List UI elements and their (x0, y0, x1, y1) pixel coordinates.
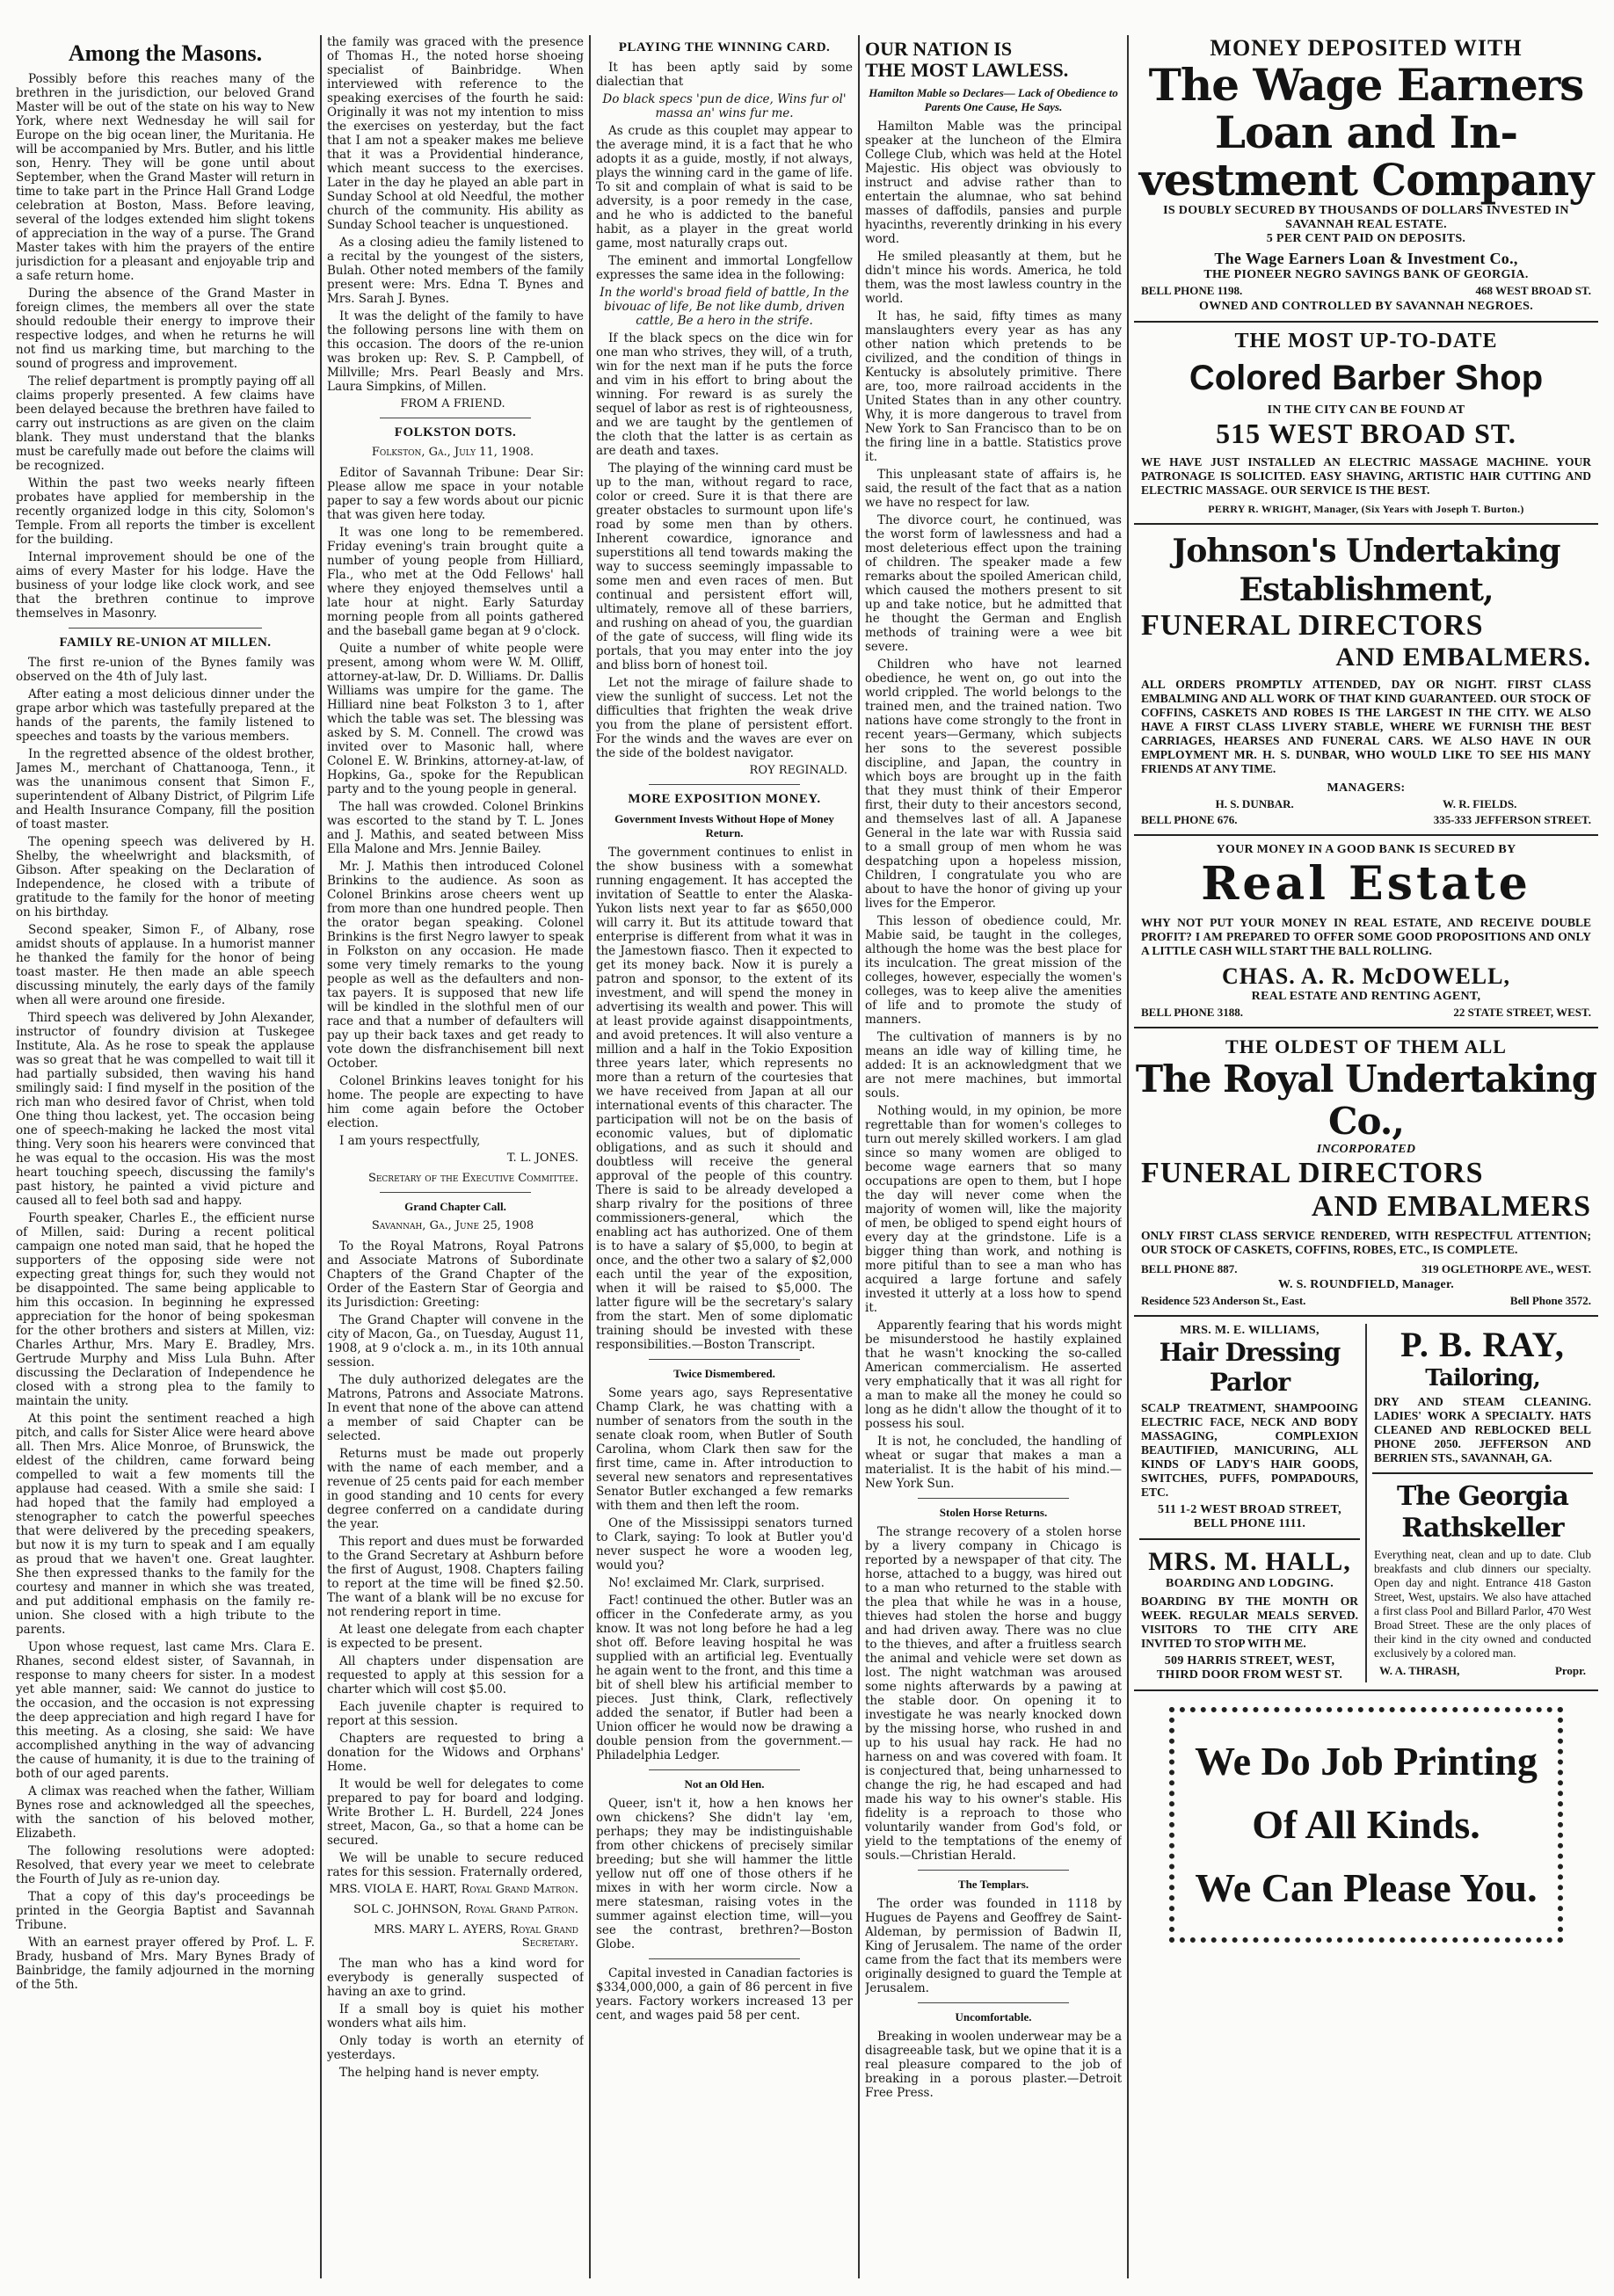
ad-divider (1372, 1472, 1593, 1474)
column-rule (320, 35, 322, 2278)
article-title-folkston: FOLKSTON DOTS. (394, 425, 517, 440)
paragraph: Within the past two weeks nearly fifteen probates have applied for membership in the recently organized lodge in this city, Solomon's Temple. From all reports the timber is excellent for the building. (16, 476, 315, 547)
article-title-family-reunion: FAMILY RE-UNION AT MILLEN. (59, 636, 272, 650)
article-title-winning-card: PLAYING THE WINNING CARD. (618, 40, 831, 54)
paragraph: Fact! continued the other. Butler was an officer in the Confederate army, as you know. It was not long before he had a leg shot off. Before leaving hospital he was supplied with an artificial leg. Eventually he again went to the front, and this time a bit of shell blew his artificial member to pieces. Just think, Clark, reflectively added the senator, if Butler had been a Union officer he would now be drawing a double pension from the government.—Philadelphia Ledger. (596, 1594, 853, 1762)
paragraph: As crude as this couplet may appear to the average mind, it is a fact that he who adopts it as a guide, mostly, if not always, plays the winning card in the game of life. To sit and complain of what is said to be adversity, is a poor remedy in the case, and he who is addicted to the baneful habit, as a player in the great world game, most naturally craps out. (596, 124, 853, 251)
paragraph: This unpleasant state of affairs is, he said, the result of the fact that as a nation we have no respect for law. (865, 468, 1122, 510)
paragraph: It has, he said, fifty times as many manslaughters every year as has any other nation which pretends to be civilized, and the condition of things in Kentucky is absolutely primitive. There are, too, more railroad accidents in the United States than in any other country. Why, it is more dangerous to travel from New York to San Francisco than to be on the firing line in a battle. Statistics prove it. (865, 309, 1122, 464)
ad-line: FUNERAL DIRECTORS (1141, 609, 1484, 642)
paragraph: Second speaker, Simon F., of Albany, rose amidst shouts of applause. In a humorist manner he thanked the family for the honor of being toast master. He then made an able speech discussing minutely, the early days of the family when all were around one fireside. (16, 923, 315, 1007)
paragraph: The helping hand is never empty. (339, 2066, 540, 2080)
article-subtitle: Hamilton Mable so Declares— Lack of Obedience to Parents One Cause, He Says. (869, 86, 1118, 113)
ad-owner: CHAS. A. R. McDOWELL, (1222, 963, 1510, 989)
ad-line: INCORPORATED (1316, 1143, 1416, 1156)
paragraph: A climax was reached when the father, William Bynes rose and acknowledged all the speeches, with the sanction of his beloved mother, Elizabeth. (16, 1784, 315, 1841)
ad-company-name: Rathskeller (1401, 1513, 1564, 1544)
ad-line: AND EMBALMERS (1311, 1190, 1591, 1223)
small-ads-row (1134, 1324, 1598, 1682)
paragraph: The order was founded in 1118 by Hugues de Payens and Geoffrey de Saint-Aldeman, by permission of Badwin II, King of Jerusalem. The name of the order came from the fact that its members were originally designed to guard the Temple at Jerusalem. (865, 1897, 1122, 1995)
paragraph: Colonel Brinkins leaves tonight for his home. The people are expecting to have him come again before the October election. (327, 1074, 584, 1130)
signature: FROM A FRIEND. (400, 397, 505, 411)
signature: MRS. VIOLA E. HART, Royal Grand Matron. (329, 1883, 578, 1896)
small-ads-right (1367, 1324, 1598, 1682)
ad-line: IS DOUBLY SECURED BY THOUSANDS OF DOLLARS INVESTED IN (1163, 204, 1569, 217)
paragraph: Breaking in woolen underwear may be a disagreeable task, but we opine that it is a real pleasure compared to the job of breaking in a porous plaster.—Detroit Free Press. (865, 2030, 1122, 2100)
paragraph: This report and dues must be forwarded to the Grand Secretary at Ashburn before the first of August, 1908. Chapters failing to report at the time will be fined $2.50. The want of a blank will be no excuse for not rendering report in time. (327, 1535, 584, 1619)
paragraph: I am yours respectfully, (339, 1134, 481, 1148)
ad-heading: YOUR MONEY IN A GOOD BANK IS SECURED BY (1216, 843, 1516, 856)
paragraph: At this point the sentiment reached a high pitch, and calls for Sister Alice were heard above all. Then Mrs. Alice Monroe, of Brunswick, the eldest of the children, came forward being compelled to wait a few moments till the applause had ceased. With a smile she said: I had hoped that the family had employed a stenographer to catch the powerful speeches that were delivered by the preceding speakers, but now it is my turn to speak and I am equally as proud that we haven't one. Great laughter. She then expressed thanks to the family for the courtesy and manner in which she was treated, and put additional emphasis on the family re-union. She closed with a high tribute to the parents. (16, 1412, 315, 1637)
ad-body: WHY NOT PUT YOUR MONEY IN REAL ESTATE, AND RECEIVE DOUBLE PROFIT? I AM PREPARED TO OFFER SOME GOOD PROPOSITIONS AND ONLY A LITTLE CASH WILL START THE BALL ROLLING. (1141, 916, 1591, 957)
signature: SOL C. JOHNSON, Royal Grand Patron. (353, 1903, 578, 1916)
column-1 (16, 35, 315, 2278)
ad-divider (1134, 523, 1598, 525)
ad-divider (1134, 834, 1598, 836)
ad-contact-row (1141, 1262, 1591, 1276)
dateline: Folkston, Ga., July 11, 1908. (371, 446, 534, 459)
paragraph: Children who have not learned obedience, he went on, go out into the world crippled. The world belongs to the trained men, and the trained nation. Two nations have come strongly to the front in recent years—Germany, which subjects her sons to the severest possible discipline, and Japan, the country in which boys are brought up in the faith that they must think of their Emperor first, their duty to their ancestors second, and themselves last of all. A Japanese General in the late war with Russia said to a small group of men whom he was despatching upon a hopeless mission, Children, I congratulate you who are about to have the honor of giving up your lives for the Emperor. (865, 658, 1122, 911)
ad-body: SCALP TREATMENT, SHAMPOOING ELECTRIC FACE, NECK AND BODY MASSAGING, COMPLEXION BEAUTIFIED, MANICURING, ALL KINDS OF LADY'S HAIR GOODS, SWITCHES, PUFFS, POMPADOURS, ETC. (1141, 1401, 1358, 1499)
paragraph: the family was graced with the presence of Thomas H., the noted horse shoeing specialist of Bainbridge. When interviewed with reference to the speaking exercises of the fourth he said: Originally it was not my intention to miss the exercises on yesterday, but the fact that I am not a speaker makes me believe that it was a Providential hinderance, which meant success to the exercises. Later in the day he played an able part in Sunday School at old Needful, the mother church of the community. His ability as Sunday School teacher is unquestioned. (327, 35, 584, 232)
ad-line: The Wage Earners Loan & Investment Co., (1214, 250, 1518, 267)
paragraph: Internal improvement should be one of the aims of every Master for his lodge. Have the business of your lodge like clock work, and see that the brethren continue to improve themselves in Masonry. (16, 550, 315, 621)
ad-divider (1134, 1027, 1598, 1028)
ad-company-name: The Wage Earners Loan and In- (1148, 59, 1584, 158)
paragraph: The following resolutions were adopted: Resolved, that every year we meet to celebrate the Fourth of July as re-union day. (16, 1844, 315, 1886)
headline-line: OUR NATION IS (865, 38, 1013, 60)
small-ads-left (1134, 1324, 1367, 1682)
paragraph: It was one long to be remembered. Friday evening's train brought quite a number of young people from Hilliard, Fla., who met at the Odd Fellows' hall where they enjoyed themselves until a late hour at night. Early Saturday morning people from all points gathered and the baseball game began at 9 o'clock. (327, 526, 584, 638)
divider (649, 784, 800, 785)
paragraph: During the absence of the Grand Master in foreign climes, the members all over the state should redouble their energy to improve their respective lodges, and when he returns he will not find us marking time, but marching to the sound of progress and improvement. (16, 287, 315, 371)
paragraph: The strange recovery of a stolen horse by a livery company in Chicago is reported by a newspaper of that city. The horse, attached to a buggy, was hired out to a man who returned to the stable with the plea that while he was in a house, thieves had stolen the horse and buggy and had driven away. There was no clue to the thieves, and after a fruitless search the animal and vehicle were set down as lost. The night watchman was aroused some nights afterwards by a pawing at the stable door. On opening it to investigate he was nearly knocked down by the missing horse, who rushed in and up to his usual hay rack. He had no harness on and was covered with foam. It is conjectured that, being unharnessed to change the rig, he had escaped and had made his way to his owner's stable. His fidelity is a reproach to those who voluntarily wander from God's fold, or yield to the temptations of the enemy of souls.—Christian Herald. (865, 1525, 1122, 1863)
ad-company-name: vestment Company (1138, 154, 1594, 206)
paragraph: Returns must be made out properly with the name of each member, and a revenue of 25 cents paid for each member in good standing and 10 cents for every degree conferred on a candidate during the year. (327, 1447, 584, 1531)
ad-contact-row (1141, 813, 1591, 827)
article-subtitle: Government Invests Without Hope of Money Return. (614, 812, 834, 839)
ad-phone: BELL PHONE 887. (1141, 1262, 1238, 1275)
paragraph: Nothing would, in my opinion, be more regrettable than for women's colleges to turn out merely skilled workers. I am glad since so many women are obliged to become wage earners that so many occupations are open to them, but I hope the day will never come when the majority of women will, like the majority of men, be obliged to spend eight hours of every day at the grindstone. Life is a bigger thing than work, and nothing is more pitiful than to see a man who has acquired a large fortune and safely invested it utterly at a loss how to spend it. (865, 1104, 1122, 1315)
paragraph: Capital invested in Canadian factories is $334,000,000, a gain of 86 percent in five years. Factory workers increased 13 per cent, and wages paid 58 per cent. (596, 1966, 853, 2023)
ad-line: We Can Please You. (1195, 1865, 1538, 1910)
divider (649, 1359, 800, 1360)
divider (649, 1769, 800, 1770)
ad-line: SAVANNAH REAL ESTATE. (1285, 218, 1447, 231)
paragraph: Only today is worth an eternity of yesterdays. (327, 2034, 584, 2062)
ad-address: 468 WEST BROAD ST. (1475, 284, 1591, 297)
ad-address: 515 WEST BROAD ST. (1216, 418, 1516, 449)
article-title-templars: The Templars. (957, 1878, 1029, 1891)
ad-company-name: MRS. M. HALL, (1148, 1547, 1351, 1576)
paragraph: Each juvenile chapter is required to report at this session. (327, 1700, 584, 1728)
divider (649, 1958, 800, 1959)
ad-line: Of All Kinds. (1252, 1802, 1480, 1847)
ad-body: Everything neat, clean and up to date. Club breakfasts and club dinners our specialty. Open day and night. Entrance 418 Gaston Street, West, upstairs. We also have attached a first class Pool and Billard Parlor, 470 West Broad Street. These are the only places of their kind in the city owned and conducted exclusively by a colored man. (1374, 1548, 1591, 1660)
ad-royal-undertaking (1134, 1035, 1598, 1308)
paragraph: As a closing adieu the family listened to a recital by the youngest of the sisters, Bulah. Other noted members of the family present were: Mrs. Edna T. Bynes and Mrs. Sarah J. Bynes. (327, 236, 584, 306)
ad-manager: W. R. FIELDS. (1443, 797, 1517, 810)
paragraph: The duly authorized delegates are the Matrons, Patrons and Associate Matrons. In event that none of the above can attend a member of said Chapter can be selected. (327, 1373, 584, 1443)
ad-body: BOARDING BY THE MONTH OR WEEK. REGULAR MEALS SERVED. VISITORS TO THE CITY ARE INVITED TO STOP WITH ME. (1141, 1595, 1358, 1650)
article-title-exposition: MORE EXPOSITION MONEY. (628, 792, 821, 806)
ad-wage-earners (1134, 35, 1598, 314)
verse: Do black specs 'pun de dice, Wins fur ol' massa an' wins fur me. (602, 92, 847, 120)
paragraph: The Grand Chapter will convene in the city of Macon, Ga., on Tuesday, August 11, 1908, at 9 o'clock a. m., in its 10th annual session. (327, 1313, 584, 1370)
ad-body: ALL ORDERS PROMPTLY ATTENDED, DAY OR NIGHT. FIRST CLASS EMBALMING AND ALL WORK OF THAT KIND GUARANTEED. OUR STOCK OF COFFINS, CASKETS AND ROBES IS THE LARGEST IN THE CITY. WE ALSO HAVE A FIRST CLASS LIVERY STABLE, WHERE WE FURNISH THE BEST CARRIAGES, HEARSES AND FUNERAL CARS. WE ALSO HAVE IN OUR EMPLOYMENT MR. H. S. DUNBAR, WHO WOULD LIKE TO SEE HIS MANY FRIENDS AT ANY TIME. (1141, 678, 1591, 775)
paragraph: It would be well for delegates to come prepared to pay for board and lodging. Write Brother L. H. Burdell, 224 Jones street, Macon, Ga., so that a home can be secured. (327, 1777, 584, 1848)
paragraph: Possibly before this reaches many of the brethren in the jurisdiction, our beloved Grand Master will be out of the state on his way to New York, where next Wednesday he will sail for Europe on the big ocean liner, the Muritania. He will be accompanied by Mrs. Butler, and his little son, Henry. They will be gone until about September, when the Grand Master will return in time to take part in the Prince Hall Grand Lodge celebration at Boston, Mass. Before leaving, several of the lodges extended him slight tokens of appreciation in the way of a purse. The Grand Master takes with him the prayers of the entire jurisdiction for a pleasant and enjoyable trip and a safe return home. (16, 72, 315, 283)
divider (918, 1870, 1069, 1871)
column-rule (858, 35, 860, 2278)
ad-line: BOARDING AND LODGING. (1165, 1577, 1334, 1590)
ad-contact-row (1141, 1006, 1591, 1020)
column-3 (596, 35, 853, 2278)
ad-phone: BELL PHONE 1198. (1141, 284, 1243, 297)
paragraph: At least one delegate from each chapter is expected to be present. (327, 1623, 584, 1651)
ad-company-name: Colored Barber Shop (1189, 359, 1544, 397)
paragraph: Apparently fearing that his words might be misunderstood he hastily explained that he wasn't knocking the so-called American commercialism. He asserted very emphatically that it was all right for a man to make all the money he could so long as he didn't allow the thought of it to possess his soul. (865, 1319, 1122, 1431)
column-4 (865, 35, 1122, 2278)
ads-column (1134, 35, 1598, 2278)
paragraph: In the regretted absence of the oldest brother, James M., merchant of Chattanooga, Tenn., it was the unanimous consent that Simon F., superintendent of Albany District, of Pilgrim Life and Health Insurance Company, fill the position of toast master. (16, 747, 315, 832)
ad-company-name: Hair Dressing Parlor (1159, 1338, 1341, 1397)
ad-address: 511 1-2 WEST BROAD STREET, (1158, 1503, 1341, 1516)
ad-company-name: Johnson's Undertaking Establishment, (1172, 533, 1560, 608)
ad-line: Tailoring, (1425, 1365, 1540, 1391)
paragraph: The first re-union of the Bynes family was observed on the 4th of July last. (16, 656, 315, 684)
paragraph: Third speech was delivered by John Alexander, instructor of foundry division at Tuskegee Institute, Ala. As he rose to speak the applause was so great that he was compelled to wait till it had partially subsided, then waving his hand smilingly said: I find myself in the position of the rich man who desired favor of Christ, when told One thing thou lackest, yet. The occasion being one of speech-making he lacked the most vital thing. Very soon his hearers were convinced that he was equal to the occasion. His was the most heart touching speech, discussing the family's past history, he painted a vivid picture and caused all to feel both sad and happy. (16, 1011, 315, 1208)
ad-body: WE HAVE JUST INSTALLED AN ELECTRIC MASSAGE MACHINE. YOUR PATRONAGE IS SOLICITED. EASY SHAVING, ARTISTIC HAIR CUTTING AND ELECTRIC MASSAGE. OUR SERVICE IS THE BEST. (1141, 455, 1591, 497)
paragraph: The hall was crowded. Colonel Brinkins was escorted to the stand by T. L. Jones and J. Mathis, and seated between Miss Ella Malone and Mrs. Jennie Bailey. (327, 800, 584, 856)
ad-company-name: The Georgia (1396, 1481, 1568, 1512)
paragraph: The divorce court, he continued, was the worst form of lawlessness and had a most deleterious effect upon the training of children. The speaker made a few remarks about the spoiled American child, which caused the mothers present to sit up and take notice, but he admitted that he thought the German and English methods of training were a wee bit severe. (865, 513, 1122, 654)
verse: In the world's broad field of battle, In the bivouac of life, Be not like dumb, driven cattle, Be a hero in the strife. (600, 286, 849, 328)
paragraph: Editor of Savannah Tribune: Dear Sir: Please allow me space in your notable paper to say a few words about our picnic that was given here today. (327, 466, 584, 522)
column-rule (1127, 35, 1129, 2278)
ad-address: 335-333 JEFFERSON STREET. (1433, 813, 1591, 826)
ad-boarding (1139, 1547, 1360, 1682)
ad-line: THE PIONEER NEGRO SAVINGS BANK OF GEORGIA. (1203, 268, 1529, 281)
article-title-dismembered: Twice Dismembered. (673, 1367, 775, 1380)
ad-divider (1134, 321, 1598, 323)
ad-phone: Bell Phone 3572. (1509, 1294, 1591, 1307)
ad-line: THIRD DOOR FROM WEST ST. (1156, 1668, 1343, 1682)
ad-manager: H. S. DUNBAR. (1215, 797, 1294, 810)
ad-phone: BELL PHONE 676. (1141, 813, 1238, 826)
paragraph: Chapters are requested to bring a donation for the Widows and Orphans' Home. (327, 1732, 584, 1774)
paragraph: Hamilton Mable was the principal speaker at the luncheon of the Elmira College Club, which was held at the Hotel Majestic. His object was obviously to instruct and advise rather than to entertain the alumnae, who sat behind masses of daffodils, pansies and purple hyacinths, reverently drinking in his every word. (865, 120, 1122, 246)
ad-company-name: P. B. RAY, (1400, 1325, 1565, 1364)
ad-line: OWNED AND CONTROLLED BY SAVANNAH NEGROES. (1199, 300, 1533, 313)
ad-job-printing (1169, 1707, 1563, 1943)
article-title-lawless (865, 39, 1122, 81)
ad-line: IN THE CITY CAN BE FOUND AT (1267, 403, 1465, 417)
ad-line: REAL ESTATE AND RENTING AGENT, (1251, 990, 1481, 1003)
ad-contact-row (1141, 1294, 1591, 1308)
paragraph: Fourth speaker, Charles E., the efficient nurse of Millen, said: During a recent political campaign one noted man said, that he hoped the supporters of the opposing side were not expecting great things for, such they would not be disappointed. The same being applicable to him this occasion. In beginning he expressed appreciation for the honor of being spokesman for the other brothers and sisters at Millen, viz: Charles Arthur, Mrs. Mary E. Bradley, Mrs. Gertrude Murphy and Miss Lula Buhn. After discussing the Declaration of Independence he closed with a strong plea to the family to maintain the unity. (16, 1211, 315, 1408)
ad-hair-dressing (1139, 1324, 1360, 1531)
ad-divider (1139, 1538, 1360, 1540)
ad-line: MANAGERS: (1327, 781, 1406, 795)
paragraph: If a small boy is quiet his mother wonders what ails him. (327, 2002, 584, 2031)
signature: ROY REGINALD. (749, 764, 847, 777)
signature: T. L. JONES. (506, 1152, 578, 1165)
paragraph: The government continues to enlist in the show business with a somewhat running engagement. It has accepted the invitation of Seattle to enter the Alaska-Yukon lists next year to far as $650,000 will carry it. But its attitude toward that enterprise is different from what it was in the Jamestown fiasco. Then it expected to get its money back. Now it is purely a patron and sponsor, to the extent of its investment, and will spend the money in advertising its wealth and power. This will at least provide against disappointments, and avoid pretences. It will also venture a million and a half in the Tokio Exposition three years later, which represents no more than a return of the courtesies that we have received from Japan at all our international events of this character. The participation will not be on the basis of economic values, but of diplomatic obligations, and as such it should and doubtless will receive the general approval of the people of this country. There is said to be already developed a sharp rivalry for the positions of three commissioners-general, which the enabling act has authorized. One of them is to have a salary of $5,000, to begin at once, and the other two a salary of $2,000 each until the year of the exposition, when it will be raised to $5,000. The latter figure will be the secretary's salary from the start. Men of some diplomatic training should be invested with these responsibilities.—Boston Transcript. (596, 846, 853, 1352)
ad-address: 509 HARRIS STREET, WEST, (1164, 1654, 1335, 1668)
ad-barber-shop (1134, 330, 1598, 516)
divider (380, 1192, 531, 1193)
paragraph: This lesson of obedience could, Mr. Mabie said, be taught in the colleges, although the home was the best place for its inculcation. The great mission of the colleges, however, especially the women's colleges, was to keep alive the amenities of life and to promote the study of manners. (865, 914, 1122, 1027)
paragraph: Let not the mirage of failure shade to view the sunlight of success. Let not the difficulties that frighten the weak drive you from the plane of persistent effort. For the winds and the waves are ever on the side of the boldest navigator. (596, 676, 853, 760)
ad-managers-row (1141, 797, 1591, 811)
divider (918, 1498, 1069, 1499)
paragraph: The relief department is promptly paying off all claims properly presented. A few claims have been delayed because the brethren have failed to carry out instructions as are given on the claim blank. They must understand that the blanks must be carefully made out before the claims will be recognized. (16, 374, 315, 473)
newspaper-page (16, 35, 1598, 2278)
paragraph: All chapters under dispensation are requested to apply at this session for a charter which will cost $5.00. (327, 1654, 584, 1697)
ad-address: 319 OGLETHORPE AVE., WEST. (1421, 1262, 1591, 1275)
ad-line: FUNERAL DIRECTORS (1141, 1157, 1484, 1189)
paragraph: The man who has a kind word for everybody is generally suspected of having an axe to grind. (327, 1957, 584, 1999)
paragraph: If the black specs on the dice win for one man who strives, they will, of a truth, win for the next man if he puts the force and vim in his effort to bring about the winning. For reward is as surely the sequel of labor as rest is of righteousness, and we are taught by the gentlemen of the cloth that the latter is as certain as are death and taxes. (596, 331, 853, 458)
ad-rathskeller (1372, 1481, 1593, 1678)
signature: MRS. MARY L. AYERS, Royal Grand Secretary. (374, 1923, 578, 1950)
ad-body: ONLY FIRST CLASS SERVICE RENDERED, WITH RESPECTFUL ATTENTION; OUR STOCK OF CASKETS, COFFINS, ROBES, ETC., IS COMPLETE. (1141, 1229, 1591, 1256)
article-title-uncomfortable: Uncomfortable. (955, 2010, 1032, 2024)
ad-heading: MONEY DEPOSITED WITH (1210, 35, 1523, 61)
paragraph: The playing of the winning card must be up to the man, without regard to race, color or creed. Sure it is that there are greater obstacles to surmount upon life's road by some men than by others. Inherent cowardice, ignorance and superstitions all tend towards making the way to success seemingly impassable to some men and even races of men. But continual and persistent effort will, ultimately, remove all of these barriers, and rushing on ahead of you, the guardian of the gate of success, will fling wide its portals, that you may enter into the joy and bliss born of honest toil. (596, 461, 853, 672)
paragraph: After eating a most delicious dinner under the grape arbor which was tastefully prepared at the hands of the parents, the family listened to speeches and toasts by the various members. (16, 687, 315, 744)
ad-owner: MRS. M. E. WILLIAMS, (1180, 1324, 1320, 1337)
paragraph: The opening speech was delivered by H. Shelby, the wheelwright and blacksmith, of Gibson. After speaking on the Declaration of Independence, he closed with a tribute of gratitude to the family for the honor of meeting on his birthday. (16, 835, 315, 919)
ad-line: Propr. (1554, 1664, 1586, 1677)
paragraph: Mr. J. Mathis then introduced Colonel Brinkins to the audience. As soon as Colonel Brinkins arose cheers went up from more than one hundred people. Then the orator began speaking. Colonel Brinkins is the first Negro lawyer to speak in Folkston on any occasion. He made some very timely remarks to the young people as well as the defaulters and non-tax payers. It is supposed that new life will be kindled in the slothful men of our race and that a number of defaulters will pay up their back taxes and get ready to vote down the disfranchisement bill next October. (327, 860, 584, 1071)
ad-heading: THE MOST UP-TO-DATE (1234, 330, 1498, 352)
paragraph: We will be unable to secure reduced rates for this session. Fraternally ordered, (327, 1851, 584, 1879)
ad-company-name: The Royal Undertaking Co., (1135, 1057, 1597, 1143)
ad-proprietor-row (1379, 1664, 1586, 1678)
paragraph: It was the delight of the family to have the following persons line with them on this occasion. The doors of the re-union was broken up: Rev. S. P. Campbell, of Millville; Mrs. Pearl Beasly and Mrs. Laura Simpkins, of Millen. (327, 309, 584, 394)
paragraph: It is not, he concluded, the handling of wheat or sugar that makes a man a materialist. It is the habit of his mind.—New York Sun. (865, 1435, 1122, 1491)
article-title-grand-chapter: Grand Chapter Call. (404, 1200, 506, 1213)
paragraph: With an earnest prayer offered by Prof. L. F. Brady, husband of Mrs. Mary Bynes Brady of Bainbridge, the family adjourned in the morning of the 5th. (16, 1936, 315, 1992)
ad-contact-row (1141, 284, 1591, 298)
paragraph: Upon whose request, last came Mrs. Clara E. Rhanes, second eldest sister, of Savannah, in response to many cheers for sister. In a modest yet able manner, said: We cannot do justice to the occasion, and the occasion is not expressing the deep appreciation and high regard I have for this meeting. As a closing, she said: We have accomplished anything in the way of advancing the cause of humanity, it is due to the training of both of our aged parents. (16, 1640, 315, 1781)
ad-address: 22 STATE STREET, WEST. (1453, 1006, 1591, 1019)
ad-line: AND EMBALMERS. (1335, 643, 1591, 672)
ad-body: DRY AND STEAM CLEANING. LADIES' WORK A SPECIALTY. HATS CLEANED AND REBLOCKED BELL PHONE 2050. JEFFERSON AND BERRIEN STS., SAVANNAH, GA. (1374, 1395, 1591, 1464)
ad-divider (1134, 1689, 1598, 1691)
ad-tailoring (1372, 1324, 1593, 1465)
ad-phone: BELL PHONE 1111. (1193, 1517, 1306, 1530)
ad-johnson-undertaking (1134, 532, 1598, 827)
dateline: Savannah, Ga., June 25, 1908 (371, 1219, 534, 1232)
article-title-stolen-horse: Stolen Horse Returns. (939, 1506, 1048, 1519)
headline-line: THE MOST LAWLESS. (865, 59, 1069, 81)
signature-title: Secretary of the Executive Committee. (367, 1172, 578, 1185)
ad-heading: THE OLDEST OF THEM ALL (1225, 1035, 1507, 1057)
ad-company-name: Real Estate (1201, 857, 1531, 911)
ad-phone: BELL PHONE 3188. (1141, 1006, 1243, 1019)
ad-real-estate (1134, 843, 1598, 1020)
paragraph: Queer, isn't it, how a hen knows her own chickens? She didn't lay 'em, perhaps; they may be indistinguishable from other chickens of precisely similar breeding; but she will hammer the little yellow nut off one of those others if he mixes in with her worm circle. Now a mere statesman, raising votes in the summer against election time, will—you see the contrast, brethren?—Boston Globe. (596, 1797, 853, 1951)
ad-line: We Do Job Printing (1195, 1739, 1538, 1784)
paragraph: One of the Mississippi senators turned to Clark, saying: To look at Butler you'd never suspect he wore a wooden leg, would you? (596, 1516, 853, 1573)
article-title-masons: Among the Masons. (68, 40, 263, 66)
paragraph: Quite a number of white people were present, among whom were W. M. Olliff, attorney-at-law, Dr. D. Williams. Dr. Dallis Williams was umpire for the game. The Hilliard nine beat Folkston 3 to 1, after which the table was set. The blessing was asked by S. M. Connell. The crowd was invited over to Masonic hall, where Colonel E. W. Brinkins, attorney-at-law, of Hopkins, Ga., spoke for the Republican party and to the young people in general. (327, 642, 584, 796)
paragraph: He smiled pleasantly at them, but he didn't mince his words. America, he told them, was the most lawless country in the world. (865, 250, 1122, 306)
paragraph: The cultivation of manners is by no means an idle way of killing time, he added: It is an acknowledgment that we are not mere machines, but immortal souls. (865, 1030, 1122, 1101)
ad-address: Residence 523 Anderson St., East. (1141, 1294, 1306, 1307)
paragraph: The eminent and immortal Longfellow expresses the same idea in the following: (596, 254, 853, 282)
paragraph: It has been aptly said by some dialectian that (596, 61, 853, 89)
ad-manager: W. S. ROUNDFIELD, Manager. (1277, 1278, 1455, 1291)
ad-divider (1134, 1315, 1598, 1317)
article-title-old-hen: Not an Old Hen. (684, 1777, 765, 1791)
ad-owner: W. A. THRASH, (1379, 1664, 1460, 1677)
column-2 (327, 35, 584, 2278)
divider (918, 2002, 1069, 2003)
paragraph: No! exclaimed Mr. Clark, surprised. (608, 1576, 825, 1590)
paragraph: That a copy of this day's proceedings be printed in the Georgia Baptist and Savannah Tribune. (16, 1890, 315, 1932)
column-rule (589, 35, 591, 2278)
ad-line: 5 PER CENT PAID ON DEPOSITS. (1266, 232, 1466, 245)
ad-manager: PERRY R. WRIGHT, Manager, (Six Years with Joseph T. Burton.) (1208, 503, 1524, 515)
paragraph: To the Royal Matrons, Royal Patrons and Associate Matrons of Subordinate Chapters of the Grand Chapter of the Order of the Eastern Star of Georgia and its Jurisdiction: Greeting: (327, 1239, 584, 1310)
paragraph: Some years ago, says Representative Champ Clark, he was chatting with a number of senators from the south in the senate cloak room, when Butler of South Carolina, whom Clark then saw for the first time, came in. After introduction to several new senators and representatives Senator Butler exchanged a few remarks with them and then left the room. (596, 1386, 853, 1513)
